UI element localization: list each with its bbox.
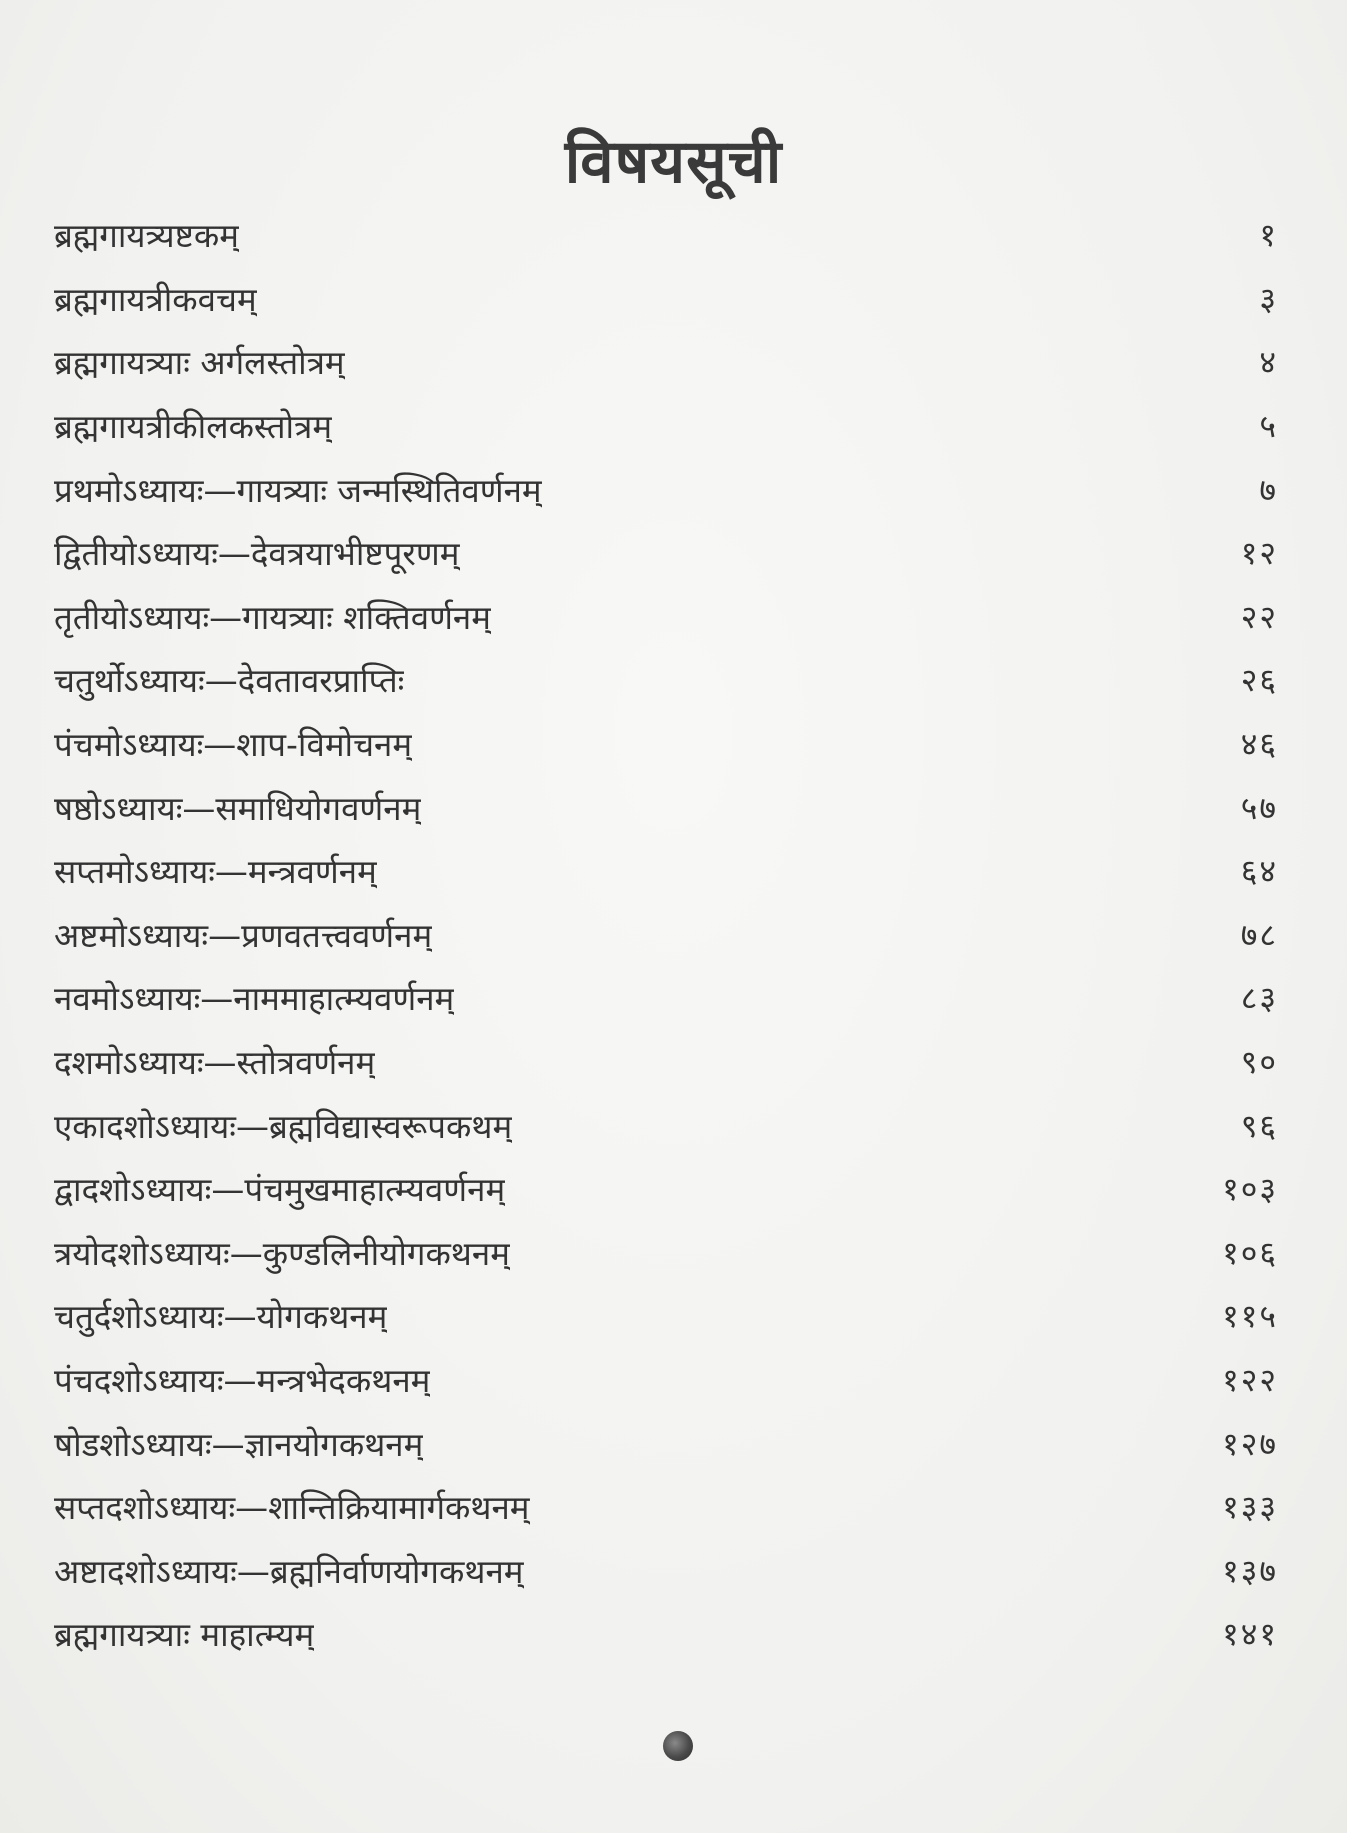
toc-entry-page-number: ८३ [1240,979,1278,1018]
toc-entry-page-number: २६ [1240,661,1278,700]
toc-entry [54,648,1294,712]
toc-entry-label: षष्ठोऽध्यायः—समाधियोगवर्णनम् [54,788,422,828]
toc-entry [54,1157,1294,1221]
toc-entry [54,1284,1294,1348]
toc-entry-label: षोडशोऽध्यायः—ज्ञानयोगकथनम् [54,1424,424,1464]
toc-entry-page-number: ९६ [1240,1106,1278,1145]
toc-entry-label: ब्रह्मगायत्र्याः अर्गलस्तोत्रम् [54,343,345,383]
toc-entry-label: अष्टादशोऽध्यायः—ब्रह्मनिर्वाणयोगकथनम् [54,1551,524,1591]
toc-entry-label: चतुर्दशोऽध्यायः—योगकथनम् [54,1297,388,1337]
toc-entry-page-number: ७ [1259,470,1278,509]
toc-entry [54,394,1294,458]
table-of-contents [54,203,1294,1666]
toc-entry-label: तृतीयोऽध्यायः—गायत्र्याः शक्तिवर्णनम् [54,597,491,637]
toc-entry [54,966,1294,1030]
toc-entry-page-number: ७८ [1240,915,1278,954]
toc-entry [54,1602,1294,1666]
toc-entry [54,712,1294,776]
toc-entry-label: पंचमोऽध्यायः—शाप-विमोचनम् [54,725,413,765]
toc-entry [54,1093,1294,1157]
toc-entry-page-number: १२२ [1222,1360,1278,1399]
toc-entry [54,1030,1294,1094]
toc-entry-label: ब्रह्मगायत्र्यष्टकम् [54,216,239,256]
toc-entry-page-number: १०३ [1222,1170,1278,1209]
toc-entry-page-number: १२७ [1222,1424,1278,1463]
toc-entry [54,903,1294,967]
toc-entry-page-number: १२ [1240,534,1278,573]
toc-entry [54,1538,1294,1602]
toc-entry [54,1348,1294,1412]
toc-entry-page-number: ४ [1259,343,1278,382]
toc-entry-label: सप्तदशोऽध्यायः—शान्तिक्रियामार्गकथनम् [54,1488,530,1528]
toc-entry-label: त्रयोदशोऽध्यायः—कुण्डलिनीयोगकथनम् [54,1233,510,1273]
toc-entry-label: सप्तमोऽध्यायः—मन्त्रवर्णनम् [54,852,377,892]
toc-entry-page-number: ४६ [1240,725,1278,764]
toc-entry-page-number: १३३ [1222,1488,1278,1527]
toc-entry-label: एकादशोऽध्यायः—ब्रह्मविद्यास्वरूपकथम् [54,1106,513,1146]
toc-entry-page-number: १०६ [1222,1233,1278,1272]
toc-entry-page-number: ३ [1259,279,1278,318]
toc-entry [54,457,1294,521]
page-ornament [663,1731,693,1761]
toc-entry-page-number: १ [1259,216,1278,255]
toc-entry-page-number: ५७ [1240,788,1278,827]
toc-entry-label: अष्टमोऽध्यायः—प्रणवतत्त्ववर्णनम् [54,915,433,955]
toc-entry-page-number: ९० [1240,1043,1278,1082]
toc-entry-label: नवमोऽध्यायः—नाममाहात्म्यवर्णनम् [54,979,455,1019]
toc-entry [54,1221,1294,1285]
toc-entry [54,521,1294,585]
toc-entry [54,330,1294,394]
toc-entry [54,775,1294,839]
toc-entry-page-number: १३७ [1222,1551,1278,1590]
toc-entry-label: द्वितीयोऽध्यायः—देवत्रयाभीष्टपूरणम् [54,534,460,574]
toc-entry [54,1475,1294,1539]
toc-entry [54,839,1294,903]
toc-entry-label: दशमोऽध्यायः—स्तोत्रवर्णनम् [54,1043,376,1083]
toc-entry-label: पंचदशोऽध्यायः—मन्त्रभेदकथनम् [54,1360,431,1400]
toc-entry-label: द्वादशोऽध्यायः—पंचमुखमाहात्म्यवर्णनम् [54,1170,506,1210]
toc-entry-page-number: २२ [1240,597,1278,636]
page-title: विषयसूची [564,127,783,198]
toc-entry-label: प्रथमोऽध्यायः—गायत्र्याः जन्मस्थितिवर्णनम् [54,470,542,510]
toc-entry-label: ब्रह्मगायत्र्याः माहात्म्यम् [54,1615,315,1655]
toc-entry-label: ब्रह्मगायत्रीकवचम् [54,279,257,319]
toc-entry [54,1411,1294,1475]
toc-entry-page-number: ५ [1259,407,1278,446]
toc-entry-page-number: ११५ [1222,1297,1278,1336]
toc-entry [54,585,1294,649]
toc-entry [54,267,1294,331]
toc-entry-label: चतुर्थोऽध्यायः—देवतावरप्राप्तिः [54,661,405,701]
toc-entry-page-number: १४१ [1222,1615,1278,1654]
toc-entry-page-number: ६४ [1240,852,1278,891]
toc-entry-label: ब्रह्मगायत्रीकीलकस्तोत्रम् [54,407,333,447]
toc-entry [54,203,1294,267]
